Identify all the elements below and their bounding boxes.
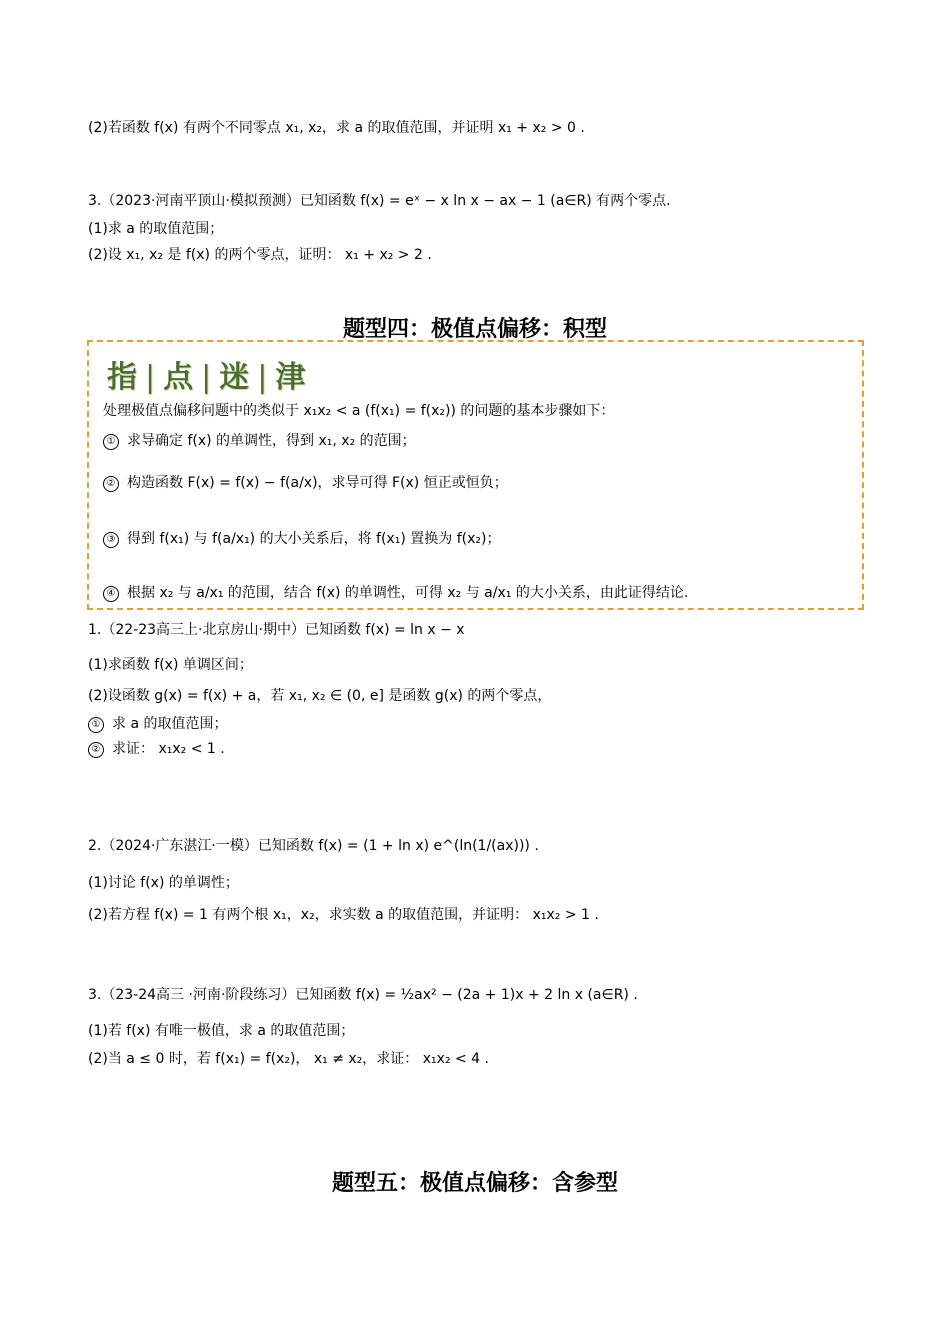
s4-problem-1-part-2a — [88, 714, 227, 734]
s4-problem-3-part-1: (1)若 f(x) 有唯一极值，求 a 的取值范围； — [88, 1023, 355, 1039]
step-2-marker: ② — [103, 476, 119, 492]
section-4-title: 题型四：极值点偏移：积型 — [342, 317, 607, 342]
s4-problem-1-part-2b — [88, 739, 225, 759]
s4-problem-1-part-1: (1)求函数 f(x) 单调区间； — [88, 657, 253, 673]
section-5-title: 题型五：极值点偏移：含参型 — [331, 1171, 618, 1196]
problem-2-part-2: (2)若函数 f(x) 有两个不同零点 x₁, x₂，求 a 的取值范围，并证明 x₁ + x₂ > 0 . — [88, 120, 585, 136]
step-3-marker: ③ — [103, 532, 119, 548]
step-4-text: 根据 x₂ 与 a/x₁ 的范围，结合 f(x) 的单调性，可得 x₂ 与 a/x₁ 的大小关系，由此证得结论. — [127, 585, 689, 601]
sub-marker-1: ① — [88, 717, 104, 733]
tips-intro: 处理极值点偏移问题中的类似于 x₁x₂ < a (f(x₁) = f(x₂)) 的问题的基本步骤如下： — [103, 403, 615, 419]
s4-problem-3-part-2: (2)当 a ≤ 0 时，若 f(x₁) = f(x₂)， x₁ ≠ x₂，求证： x₁x₂ < 4 . — [88, 1051, 489, 1067]
part-2a-text: 求 a 的取值范围； — [112, 716, 228, 732]
s4-problem-3-stem: 3.（23-24高三 ·河南·阶段练习）已知函数 f(x) = ½ax² − (2a + 1)x + 2 ln x (a∈R) . — [88, 987, 638, 1003]
problem-3-part-1: (1)求 a 的取值范围； — [88, 221, 224, 237]
s4-problem-1-stem: 1.（22-23高三上·北京房山·期中）已知函数 f(x) = ln x − x — [88, 622, 465, 638]
step-2-text: 构造函数 F(x) = f(x) − f(a/x)，求导可得 F(x) 恒正或恒负； — [127, 475, 508, 491]
problem-3-stem: 3.（2023·河南平顶山·模拟预测）已知函数 f(x) = eˣ − x ln x − ax − 1 (a∈R) 有两个零点. — [88, 193, 671, 209]
problem-3-part-2: (2)设 x₁, x₂ 是 f(x) 的两个零点，证明： x₁ + x₂ > 2 . — [88, 247, 432, 263]
s4-problem-1-part-2: (2)设函数 g(x) = f(x) + a，若 x₁, x₂ ∈ (0, e] 是函数 g(x) 的两个零点， — [88, 688, 552, 704]
step-3-text: 得到 f(x₁) 与 f(a/x₁) 的大小关系后，将 f(x₁) 置换为 f(x₂)； — [127, 531, 501, 547]
banner-char-2: 点 — [163, 360, 196, 395]
sub-marker-2: ② — [88, 742, 104, 758]
tips-banner: 指 | 点 | 迷 | 津 — [107, 360, 308, 395]
s4-problem-2-part-1: (1)讨论 f(x) 的单调性； — [88, 875, 239, 891]
step-1-text: 求导确定 f(x) 的单调性，得到 x₁, x₂ 的范围； — [127, 433, 416, 449]
s4-problem-2-stem: 2.（2024·广东湛江·一模）已知函数 f(x) = (1 + ln x) e^(ln(1/(ax))) . — [88, 838, 539, 854]
tips-step-3 — [103, 528, 500, 550]
tips-step-1 — [103, 430, 416, 452]
s4-problem-2-part-2: (2)若方程 f(x) = 1 有两个根 x₁，x₂，求实数 a 的取值范围，并证明： x₁x₂ > 1 . — [88, 907, 599, 923]
step-4-marker: ④ — [103, 586, 119, 602]
step-1-marker: ① — [103, 434, 119, 450]
banner-char-1: 指 — [107, 360, 139, 395]
part-2b-text: 求证： x₁x₂ < 1 . — [112, 741, 225, 757]
banner-char-4: 津 — [275, 360, 308, 395]
tips-step-4 — [103, 582, 688, 604]
tips-box — [87, 340, 864, 610]
tips-step-2 — [103, 472, 508, 494]
banner-char-3: 迷 — [219, 360, 252, 395]
